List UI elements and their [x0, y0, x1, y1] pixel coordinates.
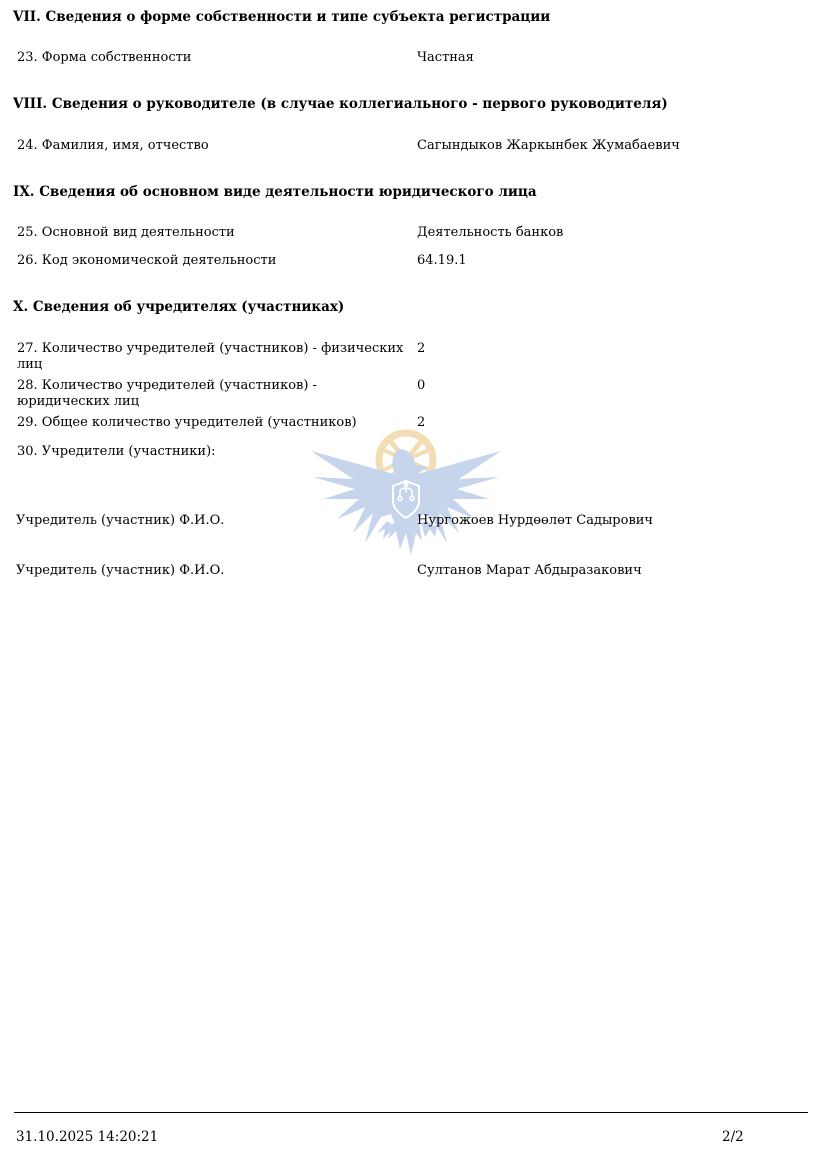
field-label: 26. Код экономической деятельности — [17, 253, 277, 268]
field-label: 28. Количество учредителей (участников) - юридических лиц — [17, 378, 317, 409]
section-title-ownership: VII. Сведения о форме собственности и типе субъекта регистрации — [13, 9, 551, 25]
field-label: 30. Учредители (участники): — [17, 444, 216, 459]
field-label: 24. Фамилия, имя, отчество — [17, 138, 209, 153]
field-value: 0 — [417, 378, 426, 393]
footer-timestamp: 31.10.2025 14:20:21 — [16, 1129, 159, 1145]
field-value: Частная — [417, 50, 474, 65]
section-title-activity: IX. Сведения об основном виде деятельности юридического лица — [13, 184, 537, 200]
field-label: 23. Форма собственности — [17, 50, 192, 65]
field-value: Сагындыков Жаркынбек Жумабаевич — [417, 138, 680, 153]
section-title-director: VIII. Сведения о руководителе (в случае коллегиального - первого руководителя) — [13, 96, 668, 112]
founder-label: Учредитель (участник) Ф.И.О. — [16, 563, 225, 578]
footer-page-number: 2/2 — [722, 1129, 744, 1145]
founder-label: Учредитель (участник) Ф.И.О. — [16, 513, 225, 528]
founder-name: Нургожоев Нурдөөлөт Садырович — [417, 513, 654, 528]
justice-falcon-watermark-icon — [303, 421, 508, 566]
field-value: 64.19.1 — [417, 253, 467, 268]
field-value: 2 — [417, 415, 426, 430]
founder-name: Султанов Марат Абдыразакович — [417, 563, 642, 578]
section-title-founders: X. Сведения об учредителях (участниках) — [13, 299, 345, 315]
field-label: 29. Общее количество учредителей (участников) — [17, 415, 357, 430]
falcon-silhouette-icon — [311, 449, 501, 555]
footer-divider — [14, 1112, 808, 1113]
field-value: 2 — [417, 341, 426, 356]
field-value: Деятельность банков — [417, 225, 564, 240]
field-label: 25. Основной вид деятельности — [17, 225, 235, 240]
field-label: 27. Количество учредителей (участников) - физических лиц — [17, 341, 404, 372]
